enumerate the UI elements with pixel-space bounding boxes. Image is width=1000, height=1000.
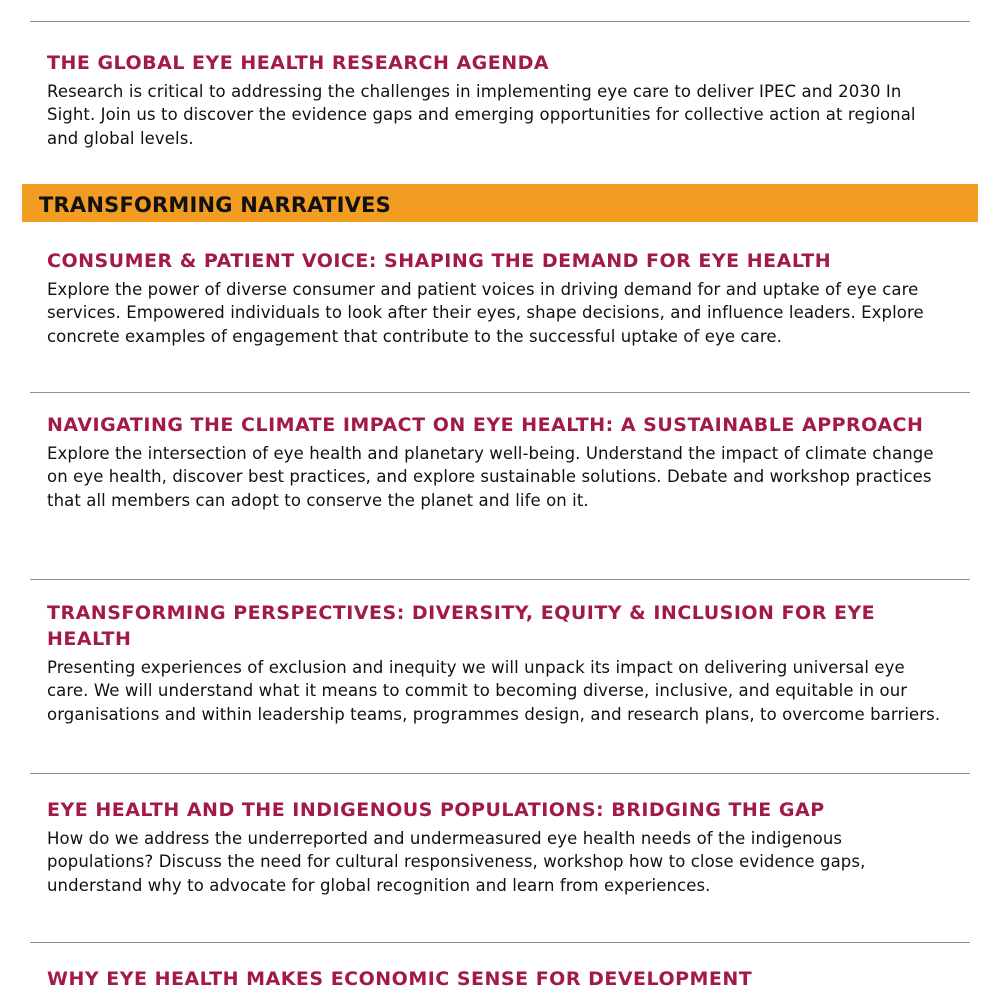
session-title: NAVIGATING THE CLIMATE IMPACT ON EYE HEALTH: A SUSTAINABLE APPROACH [47, 414, 924, 436]
session-research-agenda [47, 50, 947, 150]
session-diversity-equity-inclusion [47, 600, 947, 726]
session-description: Explore the power of diverse consumer and patient voices in driving demand for and uptake of eye care services. Empowered individuals to look after their eyes, shape decisions, and influence leaders. Explore concrete examples of engagement that contribute to the successful uptake of eye care. [47, 280, 924, 346]
session-economic-sense [47, 966, 947, 992]
session-indigenous-populations [47, 797, 947, 897]
section-header-label: TRANSFORMING NARRATIVES [39, 193, 391, 217]
session-title: WHY EYE HEALTH MAKES ECONOMIC SENSE FOR DEVELOPMENT [47, 968, 753, 990]
top-divider [30, 21, 970, 22]
session-title: CONSUMER & PATIENT VOICE: SHAPING THE DEMAND FOR EYE HEALTH [47, 250, 832, 272]
divider [30, 392, 970, 393]
session-description: How do we address the underreported and undermeasured eye health needs of the indigenous populations? Discuss the need for cultural responsiveness, workshop how to close evidence gaps, understand why to advocate for global recognition and learn from experiences. [47, 829, 866, 895]
session-description: Explore the intersection of eye health and planetary well-being. Understand the impact of climate change on eye health, discover best practices, and explore sustainable solutions. Debate and workshop practices that all members can adopt to conserve the planet and life on it. [47, 444, 934, 510]
session-description: Research is critical to addressing the challenges in implementing eye care to deliver IPEC and 2030 In Sight. Join us to discover the evidence gaps and emerging opportunities for collective action at regional and global levels. [47, 82, 916, 148]
session-title: EYE HEALTH AND THE INDIGENOUS POPULATIONS: BRIDGING THE GAP [47, 799, 825, 821]
session-climate-impact [47, 412, 947, 512]
session-consumer-patient-voice [47, 248, 947, 348]
section-header-bar [22, 184, 978, 222]
divider [30, 773, 970, 774]
session-title: THE GLOBAL EYE HEALTH RESEARCH AGENDA [47, 52, 550, 74]
session-title: TRANSFORMING PERSPECTIVES: DIVERSITY, EQUITY & INCLUSION FOR EYE HEALTH [47, 602, 876, 650]
session-description: Presenting experiences of exclusion and inequity we will unpack its impact on delivering universal eye care. We will understand what it means to commit to becoming diverse, inclusive, and equitable in our organisations and within leadership teams, programmes design, and research plans, to overcome barriers. [47, 658, 941, 724]
divider [30, 942, 970, 943]
divider [30, 579, 970, 580]
